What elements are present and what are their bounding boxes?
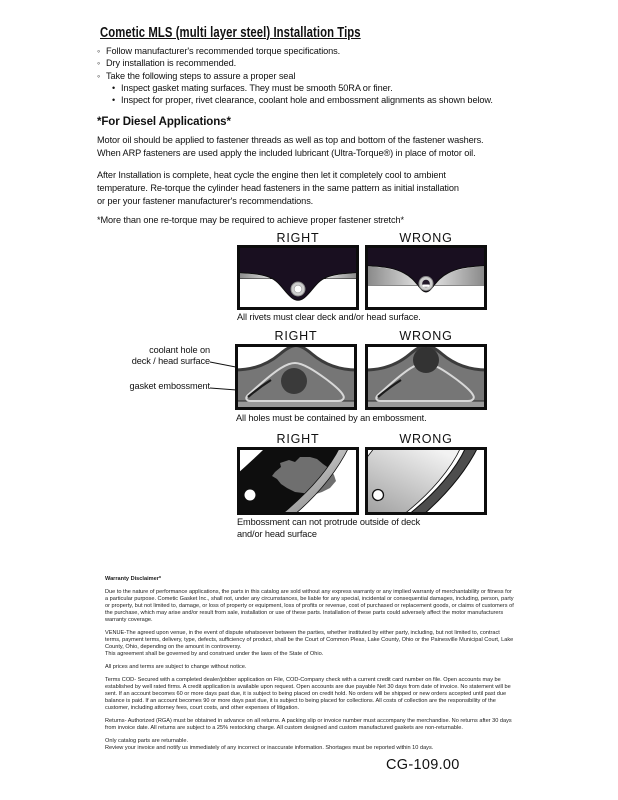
legal-paragraph-terms: Terms COD- Secured with a completed dealer/jobber application on File, COD-Company check with a current credit card number on file. Open accounts may be established by well rated firms. A credit application is available upon request. Open accounts are due payable Net 30 days from date of invoice. No statement will be sent. If an account becomes 60 or more days past due, it is subject to being placed on credit hold. No orders will be shipped or new orders accepted until past due balance is paid. If an account becomes 90 or more days past due, it is subject to being placed for collections. All costs of collection are the responsibility of the customer, including attorney fees, court costs, and other expenses of litigation. [105, 677, 511, 711]
diagram2-right-label: RIGHT [274, 329, 318, 343]
diagram3-right-label: RIGHT [276, 432, 320, 446]
diesel-heading: *For Diesel Applications* [97, 116, 231, 128]
bolt-hole [245, 490, 256, 501]
paragraph-line: When ARP fasteners are used apply the included lubricant (Ultra-Torque®) in place of motor oil. [97, 148, 476, 158]
gasket-embossment-label: gasket embossment [129, 381, 210, 391]
legal-paragraph-returns: Returns- Authorized (RGA) must be obtained in advance on all returns. A packing slip or invoice number must accompany the merchandise. No returns after 30 days from invoice date. All returns are subject to a 25% restocking charge. All custom designed and custom manufactured gaskets are non-returnable. [105, 718, 512, 731]
diagram3-wrong-label: WRONG [399, 432, 453, 446]
legal-paragraph-only1: Only catalog parts are returnable. [105, 738, 189, 744]
diagram1-right-label: RIGHT [276, 231, 320, 245]
bullet-marker: ◦ [97, 58, 101, 69]
paragraph-line: Motor oil should be applied to fastener threads as well as top and bottom of the fastener washers. [97, 135, 484, 145]
bullet-text: Take the following steps to assure a proper seal [106, 70, 296, 81]
paragraph-line: or per your fastener manufacturer's recommendations. [97, 196, 314, 206]
sub-bullet-item [112, 94, 493, 106]
legal-paragraph-prices: All prices and terms are subject to change without notice. [105, 664, 247, 670]
sub-bullet-text: Inspect for proper, rivet clearance, coolant hole and embossment alignments as shown below. [121, 95, 493, 106]
coolant-hole-label: coolant hole on deck / head surface [131, 345, 210, 366]
bullet-item [97, 57, 493, 69]
legal-paragraph-only2: Review your invoice and notify us immediately of any incorrect or inaccurate information. Shortages must be reported within 10 days. [105, 745, 434, 751]
diagram2-wrong-panel [365, 344, 487, 410]
bullet-marker: ◦ [97, 70, 101, 81]
page-number: CG-109.00 [386, 757, 460, 773]
diagram3-right-panel [237, 447, 359, 515]
caption-line: Embossment can not protrude outside of deck [237, 517, 421, 527]
paragraph-line: After Installation is complete, heat cycle the engine then let it completely cool to ambient [97, 170, 446, 180]
bullet-marker: ◦ [97, 46, 101, 56]
bottom-strip [367, 401, 486, 408]
diesel-paragraph-2 [97, 169, 459, 208]
sub-bullet-text: Inspect gasket mating surfaces. They must be smooth 50RA or finer. [121, 82, 393, 93]
legal-heading: Warranty Disclaimer* [105, 576, 162, 582]
diesel-note: *More than one re-torque may be required to achieve proper fastener stretch* [97, 215, 404, 225]
diagram3-wrong-panel [365, 447, 487, 515]
rivet-hole [294, 285, 302, 293]
coolant-hole [281, 368, 307, 394]
bottom-strip [237, 401, 356, 408]
rivet-hole-highlight [423, 285, 430, 287]
diagram3-caption [237, 517, 420, 540]
sub-bullet-marker: • [112, 95, 116, 106]
bolt-hole [373, 490, 384, 501]
paragraph-line: temperature. Re-torque the cylinder head fasteners in the same pattern as initial installation [97, 183, 459, 193]
legal-paragraph-venue2: This agreement shall be governed by and construed under the laws of the State of Ohio. [105, 651, 324, 657]
sub-bullet-item [112, 82, 493, 94]
bullet-text: Dry installation is recommended. [106, 58, 237, 69]
diagram1-caption: All rivets must clear deck and/or head surface. [237, 312, 421, 322]
caption-line: and/or head surface [237, 528, 317, 539]
legal-paragraph-venue: VENUE-The agreed upon venue, in the event of dispute whatsoever between the parties, whether instituted by either party, including, but not limited to, contract terms, payment terms, delivery, type, defects, sufficiency of product, shall be the Court of Common Pleas, Lake County, Ohio or the Painesville Municipal Court, Lake County, Ohio, depending on the amount in controversy. [105, 630, 514, 650]
diesel-paragraph-1 [97, 134, 484, 160]
diagram2-caption: All holes must be contained by an embossment. [236, 413, 427, 423]
diagram1-right-panel [237, 245, 359, 310]
bullet-item [97, 70, 493, 82]
diagram2-wrong-label: WRONG [399, 329, 453, 343]
bullet-item [97, 45, 493, 57]
installation-tips-list [97, 45, 493, 106]
diagram2-right-panel [235, 344, 357, 410]
page-title: Cometic MLS (multi layer steel) Installation Tips [100, 25, 361, 41]
coolant-hole [413, 347, 439, 373]
diagram1-wrong-panel [365, 245, 487, 310]
bullet-text: Follow manufacturer's recommended torque specifications. [106, 46, 341, 56]
sub-bullet-marker: • [112, 82, 116, 93]
legal-block [105, 576, 515, 758]
legal-paragraph-warranty: Due to the nature of performance applications, the parts in this catalog are sold without any express warranty or any implied warranty of merchantability or fitness for a particular purpose. Cometic Gasket Inc., shall not, under any circumstances, be liable for any special, incidental or consequential damages, including, person, party or property, but not limited to, damage, or loss of property or equipment, loss of profits or revenue, cost of purchased or replacement goods, or claims of customers of the purchase, which may arise and/or result from sale, installation or use of these parts. Installation of these parts could adversely affect the motor manufacturers warranty coverage. [105, 589, 514, 623]
diagram1-wrong-label: WRONG [399, 231, 453, 245]
